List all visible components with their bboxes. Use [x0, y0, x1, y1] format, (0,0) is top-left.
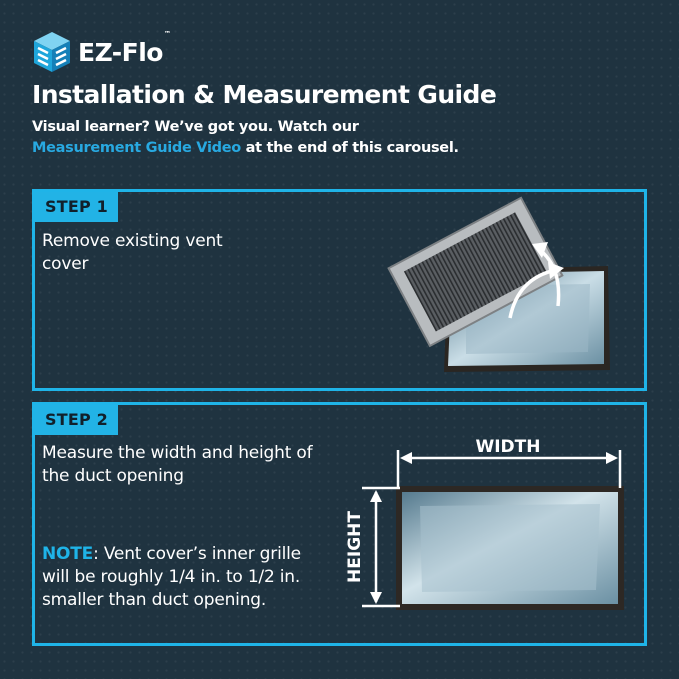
height-dimension	[362, 488, 400, 606]
subtitle-line-1: Visual learner? We’ve got you. Watch our	[32, 119, 359, 135]
step-1-tag: STEP 1	[35, 192, 118, 222]
measure-duct-illustration	[340, 430, 640, 615]
step-1-text: Remove existing vent cover	[42, 231, 223, 274]
brand-logo	[32, 30, 169, 74]
width-label: WIDTH	[475, 437, 541, 457]
brand-name: EZ-Flo™	[78, 29, 171, 67]
cube-logo-icon	[32, 30, 72, 74]
remove-vent-cover-illustration	[360, 186, 620, 386]
step-2-note	[42, 543, 332, 612]
subtitle-line-2-rest: at the end of this carousel.	[240, 140, 459, 156]
duct-opening-2	[396, 486, 624, 610]
subtitle-line-2	[32, 138, 632, 159]
note-label: NOTE	[42, 544, 94, 564]
height-label: HEIGHT	[345, 511, 365, 583]
page-title: Installation & Measurement Guide	[32, 80, 497, 109]
measurement-guide-video-link: Measurement Guide Video	[32, 140, 241, 156]
page-subtitle	[32, 117, 632, 159]
step-2-text: Measure the width and height of the duct opening	[42, 443, 313, 486]
note-text: : Vent cover’s inner grille will be roughly 1/4 in. to 1/2 in. smaller than duct opening.	[42, 544, 301, 610]
step-2-tag: STEP 2	[35, 405, 118, 435]
